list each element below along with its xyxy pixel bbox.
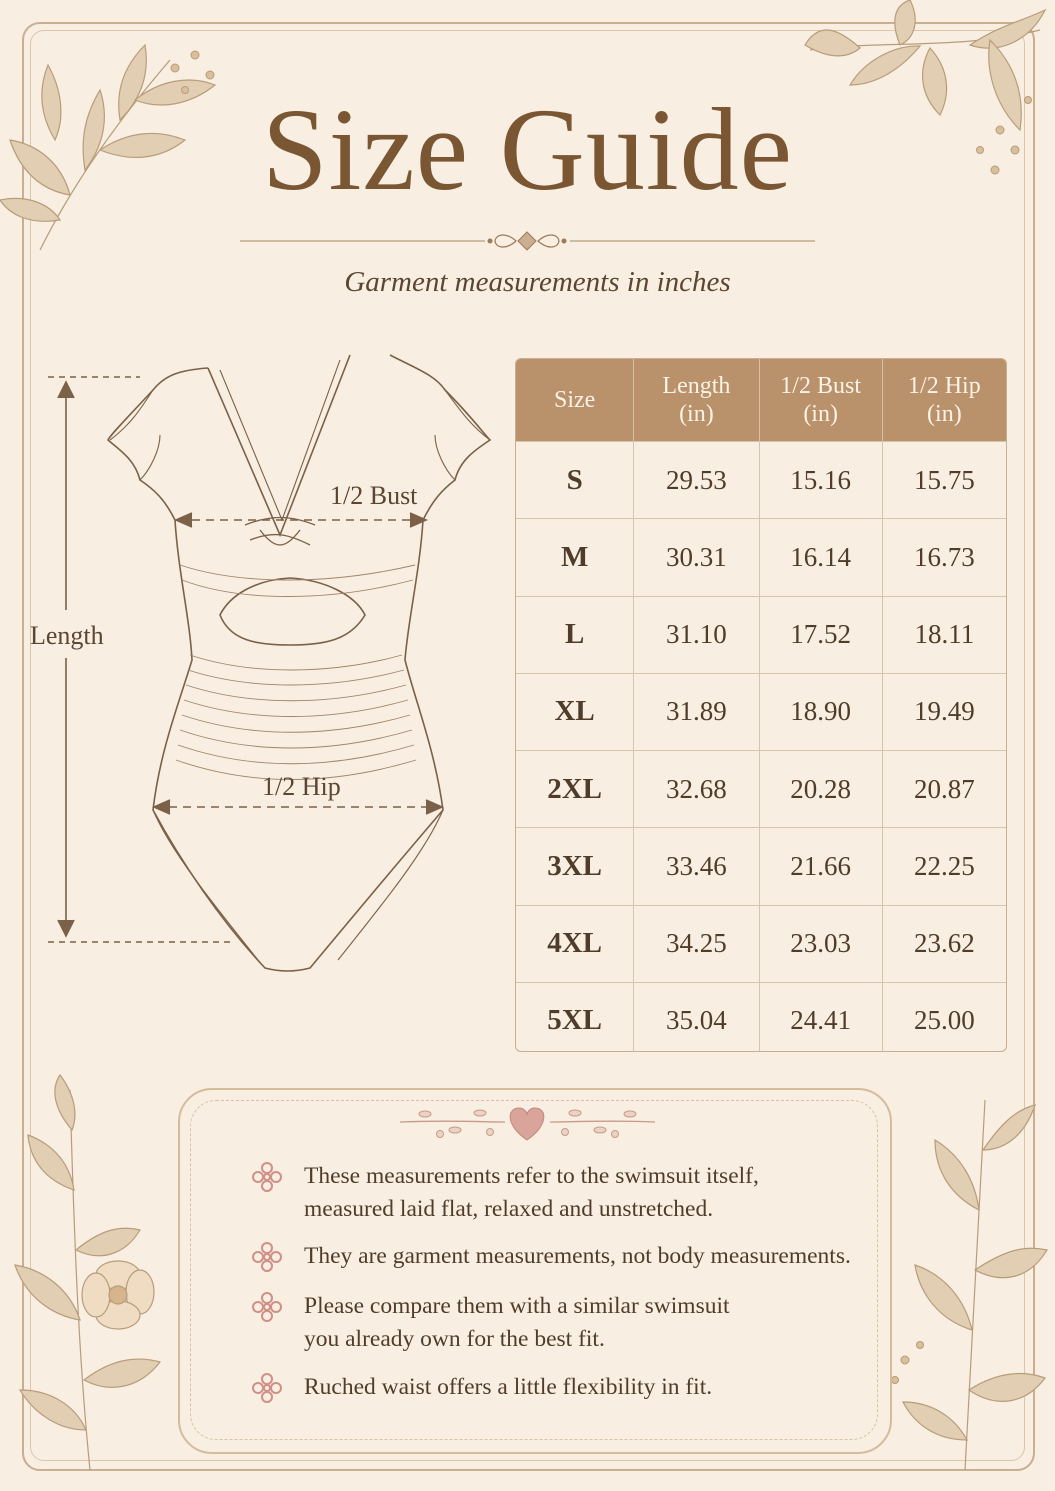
cell-hip: 15.75 — [914, 464, 975, 495]
cell-length: 34.25 — [634, 906, 759, 982]
cell-size: 5XL — [516, 983, 634, 1052]
table-body — [516, 441, 1006, 1052]
cell-size: M — [516, 519, 634, 595]
table-row — [516, 750, 1006, 827]
note-text — [304, 1290, 884, 1356]
cell-hip: 16.73 — [914, 541, 975, 572]
header-line: Length — [662, 373, 731, 399]
cell-size: XL — [516, 674, 634, 750]
cell-size: S — [516, 442, 634, 518]
floral-bullet-icon — [250, 1160, 284, 1194]
flourish-icon — [240, 228, 815, 254]
cell-length: 29.53 — [634, 442, 759, 518]
cell-size: L — [516, 597, 634, 673]
header-line: 1/2 Bust — [780, 373, 861, 399]
note-text — [304, 1160, 884, 1226]
swimsuit-diagram — [30, 340, 510, 1000]
header-unit: (in) — [679, 401, 714, 427]
header-hip — [883, 359, 1006, 441]
hip-label: 1/2 Hip — [262, 772, 341, 801]
note-item — [250, 1290, 884, 1356]
note-line: you already own for the best fit. — [304, 1326, 605, 1352]
size-table — [515, 358, 1007, 1052]
cell-size: 2XL — [516, 751, 634, 827]
cell-length: 32.68 — [634, 751, 759, 827]
cell-size: 4XL — [516, 906, 634, 982]
note-line: Please compare them with a similar swimsuit — [304, 1293, 730, 1319]
leaf-branch-icon — [875, 1090, 1055, 1470]
note-item — [250, 1240, 884, 1274]
cell-hip: 25.00 — [914, 1005, 975, 1036]
cell-bust: 18.90 — [760, 674, 883, 750]
header-unit: (in) — [803, 401, 838, 427]
length-label: Length — [30, 621, 104, 650]
floral-bullet-icon — [250, 1290, 284, 1324]
header-line: Size — [553, 387, 596, 413]
table-row — [516, 673, 1006, 750]
cell-hip: 23.62 — [914, 928, 975, 959]
cell-bust: 17.52 — [760, 597, 883, 673]
page-title: Size Guide — [261, 84, 794, 215]
table-row — [516, 518, 1006, 595]
cell-hip: 18.11 — [914, 619, 975, 650]
cell-hip: 19.49 — [914, 696, 975, 727]
note-line: They are garment measurements, not body measurements. — [304, 1243, 851, 1269]
floral-bullet-icon — [250, 1240, 284, 1274]
table-row — [516, 982, 1006, 1052]
note-line: measured laid flat, relaxed and unstretched. — [304, 1196, 714, 1222]
floral-bullet-icon — [250, 1371, 284, 1405]
table-header — [516, 359, 1006, 441]
note-text — [304, 1371, 884, 1404]
note-text — [304, 1240, 884, 1273]
note-line: These measurements refer to the swimsuit itself, — [304, 1163, 759, 1189]
bust-label: 1/2 Bust — [330, 481, 418, 510]
note-line: Ruched waist offers a little flexibility in fit. — [304, 1374, 713, 1400]
cell-bust: 15.16 — [760, 442, 883, 518]
cell-length: 33.46 — [634, 828, 759, 904]
cell-length: 30.31 — [634, 519, 759, 595]
heart-icon — [395, 1100, 660, 1148]
table-row — [516, 596, 1006, 673]
header-unit: (in) — [927, 401, 962, 427]
cell-length: 35.04 — [634, 983, 759, 1052]
header-size — [516, 359, 634, 441]
cell-bust: 21.66 — [760, 828, 883, 904]
cell-hip: 20.87 — [914, 773, 975, 804]
header-length — [634, 359, 759, 441]
cell-bust: 23.03 — [760, 906, 883, 982]
header-line: 1/2 Hip — [908, 373, 981, 399]
table-row — [516, 441, 1006, 518]
note-item — [250, 1160, 884, 1226]
note-item — [250, 1371, 884, 1405]
table-row — [516, 827, 1006, 904]
cell-length: 31.10 — [634, 597, 759, 673]
cell-bust: 16.14 — [760, 519, 883, 595]
flower-icon — [0, 1070, 180, 1470]
cell-size: 3XL — [516, 828, 634, 904]
cell-length: 31.89 — [634, 674, 759, 750]
cell-hip: 22.25 — [914, 850, 975, 881]
header-bust — [760, 359, 883, 441]
cell-bust: 24.41 — [760, 983, 883, 1052]
page-subtitle: Garment measurements in inches — [344, 266, 731, 298]
table-row — [516, 905, 1006, 982]
cell-bust: 20.28 — [760, 751, 883, 827]
